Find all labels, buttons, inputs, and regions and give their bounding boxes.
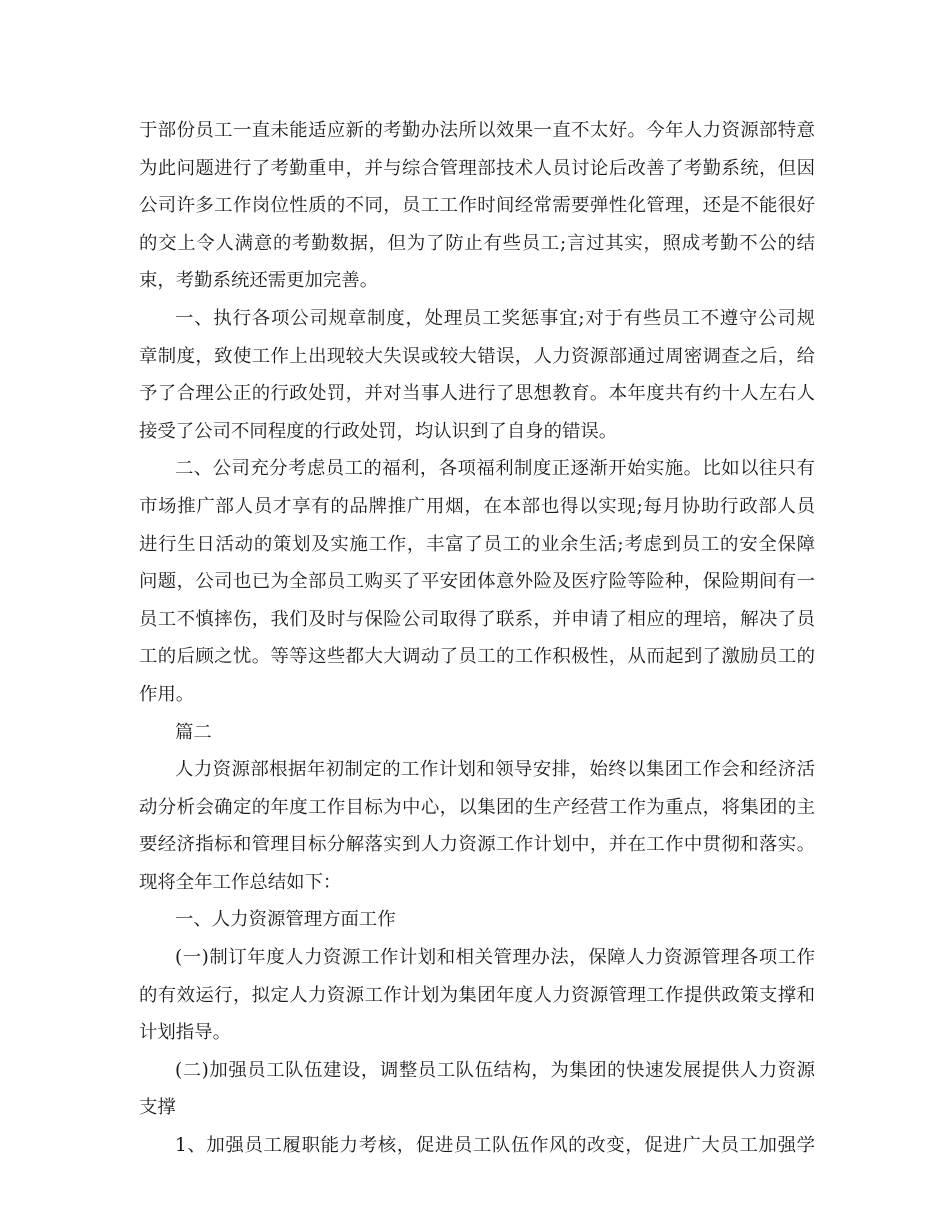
text-line: 束，考勤系统还需更加完善。 bbox=[139, 270, 379, 292]
text-line: 接受了公司不同程度的行政处罚，均认识到了自身的错误。 bbox=[139, 420, 618, 442]
text-line: 员工不慎摔伤，我们及时与保险公司取得了联系，并申请了相应的理培，解决了员 bbox=[139, 608, 815, 630]
text-line: (二)加强员工队伍建设，调整员工队伍结构，为集团的快速发展提供人力资源 bbox=[175, 1059, 815, 1081]
text-line: 支撑 bbox=[139, 1097, 176, 1119]
text-line: 市场推广部人员才享有的品牌推广用烟，在本部也得以实现;每月协助行政部人员 bbox=[139, 495, 815, 517]
text-line: 予了合理公正的行政处罚，并对当事人进行了思想教育。本年度共有约十人左右人 bbox=[139, 383, 815, 405]
text-line: 进行生日活动的策划及实施工作，丰富了员工的业余生活;考虑到员工的安全保障 bbox=[139, 533, 815, 555]
text-line: 的交上令人满意的考勤数据，但为了防止有些员工;言过其实，照成考勤不公的结 bbox=[139, 232, 815, 254]
text-line: 人力资源部根据年初制定的工作计划和领导安排，始终以集团工作会和经济活 bbox=[175, 759, 815, 781]
document-page bbox=[139, 112, 815, 1165]
text-line: 章制度，致使工作上出现较大失误或较大错误，人力资源部通过周密调查之后，给 bbox=[139, 345, 815, 367]
text-line: 动分析会确定的年度工作目标为中心，以集团的生产经营工作为重点，将集团的主 bbox=[139, 796, 815, 818]
text-line: 现将全年工作总结如下： bbox=[139, 871, 342, 893]
text-line: 一、执行各项公司规章制度，处理员工奖惩事宜;对于有些员工不遵守公司规 bbox=[175, 307, 815, 329]
text-line: 工的后顾之忧。等等这些都大大调动了员工的工作积极性，从而起到了激励员工的 bbox=[139, 646, 815, 668]
text-line: 于部份员工一直未能适应新的考勤办法所以效果一直不太好。今年人力资源部特意 bbox=[139, 120, 815, 141]
text-line: 一、人力资源管理方面工作 bbox=[175, 909, 396, 931]
text-line: 公司许多工作岗位性质的不同，员工工作时间经常需要弹性化管理，还是不能很好 bbox=[139, 195, 815, 217]
text-line: 篇二 bbox=[175, 721, 212, 743]
text-line: 问题，公司也已为全部员工购买了平安团体意外险及医疗险等险种，保险期间有一 bbox=[139, 571, 815, 593]
text-line: (一)制订年度人力资源工作计划和相关管理办法，保障人力资源管理各项工作 bbox=[175, 947, 815, 969]
text-line: 为此问题进行了考勤重申，并与综合管理部技术人员讨论后改善了考勤系统，但因 bbox=[139, 157, 815, 179]
text-line: 的有效运行，拟定人力资源工作计划为集团年度人力资源管理工作提供政策支撑和 bbox=[139, 984, 815, 1006]
text-line: 作用。 bbox=[139, 683, 195, 705]
text-line: 1、加强员工履职能力考核，促进员工队伍作风的改变，促进广大员工加强学 bbox=[175, 1135, 815, 1157]
text-line: 计划指导。 bbox=[139, 1022, 231, 1044]
text-line: 二、公司充分考虑员工的福利，各项福利制度正逐渐开始实施。比如以往只有 bbox=[175, 458, 815, 480]
text-line: 要经济指标和管理目标分解落实到人力资源工作计划中，并在工作中贯彻和落实。 bbox=[139, 834, 815, 856]
